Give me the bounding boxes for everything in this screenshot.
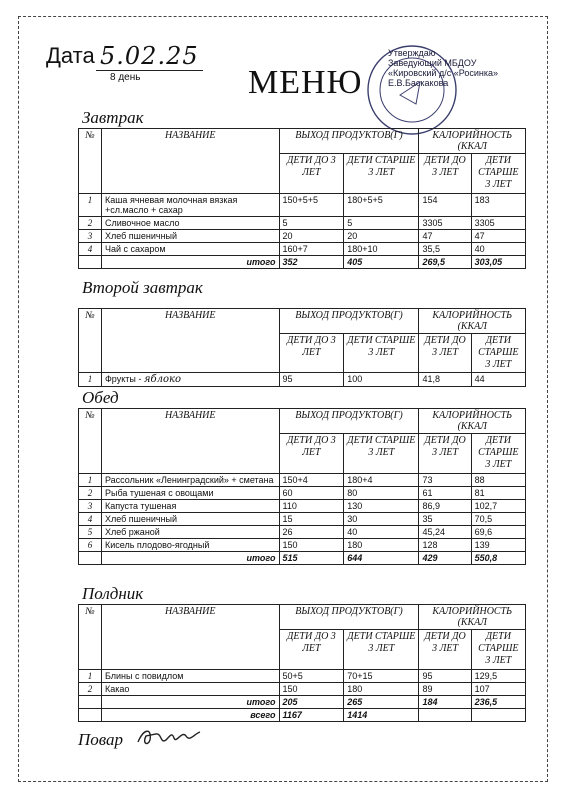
cal-under3: 41,8 — [419, 373, 471, 387]
row-num: 1 — [79, 373, 102, 387]
row-num: 2 — [79, 217, 102, 230]
output-over3: 180+4 — [344, 474, 419, 487]
day-label: 8 день — [110, 72, 141, 83]
cal-over3: 69,6 — [471, 526, 525, 539]
cal-under3: 45,24 — [419, 526, 471, 539]
col-under3: ДЕТИ ДО 3 ЛЕТ — [279, 154, 344, 194]
table-row — [79, 500, 526, 513]
table-row — [79, 487, 526, 500]
total-output-under3: 515 — [279, 552, 344, 565]
output-under3: 150 — [279, 539, 344, 552]
cal-under3: 128 — [419, 539, 471, 552]
col-output: ВЫХОД ПРОДУКТОВ(Г) — [279, 309, 419, 334]
col-under3: ДЕТИ ДО 3 ЛЕТ — [279, 630, 344, 670]
output-over3: 180+10 — [344, 243, 419, 256]
output-under3: 160+7 — [279, 243, 344, 256]
row-num: 3 — [79, 500, 102, 513]
cal-over3: 102,7 — [471, 500, 525, 513]
dish-name: Капуста тушеная — [101, 500, 279, 513]
total-output-over3: 265 — [344, 696, 419, 709]
row-num: 1 — [79, 670, 102, 683]
total-cal-over3: 303,05 — [471, 256, 525, 269]
table-row — [79, 670, 526, 683]
col-over3: ДЕТИ СТАРШЕ 3 ЛЕТ — [471, 334, 525, 373]
chef-label: Повар — [78, 730, 124, 749]
col-calories: КАЛОРИЙНОСТЬ (ККАЛ — [419, 129, 526, 154]
output-over3: 180 — [344, 683, 419, 696]
output-over3: 100 — [344, 373, 419, 387]
total-output-over3: 405 — [344, 256, 419, 269]
table-row — [79, 474, 526, 487]
section-title-lunch: Обед — [82, 388, 119, 407]
snack-table — [78, 604, 526, 722]
col-output: ВЫХОД ПРОДУКТОВ(Г) — [279, 605, 419, 630]
col-over3: ДЕТИ СТАРШЕ 3 ЛЕТ — [344, 154, 419, 194]
approval-block — [388, 48, 538, 88]
col-under3: ДЕТИ ДО 3 ЛЕТ — [419, 154, 471, 194]
dish-name: Хлеб ржаной — [101, 526, 279, 539]
cal-under3: 86,9 — [419, 500, 471, 513]
col-num: № — [79, 605, 102, 670]
dish-name — [101, 373, 279, 387]
cal-over3: 40 — [471, 243, 525, 256]
col-over3: ДЕТИ СТАРШЕ 3 ЛЕТ — [344, 630, 419, 670]
col-over3: ДЕТИ СТАРШЕ 3 ЛЕТ — [471, 154, 525, 194]
date-label: Дата — [46, 43, 95, 68]
table-row — [79, 230, 526, 243]
approval-line: Заведующий МБДОУ — [388, 58, 477, 68]
output-over3: 30 — [344, 513, 419, 526]
row-num: 5 — [79, 526, 102, 539]
output-under3: 110 — [279, 500, 344, 513]
cal-under3: 89 — [419, 683, 471, 696]
table-row — [79, 539, 526, 552]
col-name: НАЗВАНИЕ — [101, 409, 279, 474]
cal-under3: 73 — [419, 474, 471, 487]
dish-name: Рыба тушеная с овощами — [101, 487, 279, 500]
row-num: 1 — [79, 474, 102, 487]
row-num: 4 — [79, 243, 102, 256]
cal-under3: 154 — [419, 194, 471, 217]
cal-under3: 95 — [419, 670, 471, 683]
output-over3: 5 — [344, 217, 419, 230]
output-over3: 80 — [344, 487, 419, 500]
dish-name: Блины с повидлом — [101, 670, 279, 683]
col-under3: ДЕТИ ДО 3 ЛЕТ — [279, 434, 344, 474]
row-num: 6 — [79, 539, 102, 552]
col-calories: КАЛОРИЙНОСТЬ (ККАЛ — [419, 605, 526, 630]
dish-name: Кисель плодово-ягодный — [101, 539, 279, 552]
output-over3: 20 — [344, 230, 419, 243]
table-row — [79, 683, 526, 696]
row-num: 1 — [79, 194, 102, 217]
col-output: ВЫХОД ПРОДУКТОВ(Г) — [279, 409, 419, 434]
cal-over3: 70,5 — [471, 513, 525, 526]
table-row — [79, 526, 526, 539]
table-row — [79, 373, 526, 387]
col-over3: ДЕТИ СТАРШЕ 3 ЛЕТ — [471, 630, 525, 670]
col-over3: ДЕТИ СТАРШЕ 3 ЛЕТ — [344, 334, 419, 373]
total-cal-under3: 429 — [419, 552, 471, 565]
total-row — [79, 696, 526, 709]
section-title-breakfast: Завтрак — [82, 108, 144, 127]
row-num: 2 — [79, 683, 102, 696]
col-calories: КАЛОРИЙНОСТЬ (ККАЛ — [419, 409, 526, 434]
cal-over3: 139 — [471, 539, 525, 552]
output-under3: 150 — [279, 683, 344, 696]
col-num: № — [79, 129, 102, 194]
dish-name: Чай с сахаром — [101, 243, 279, 256]
total-label: итого — [101, 696, 279, 709]
second-breakfast-table — [78, 308, 526, 387]
cal-over3: 47 — [471, 230, 525, 243]
output-under3: 60 — [279, 487, 344, 500]
output-over3: 40 — [344, 526, 419, 539]
lunch-table — [78, 408, 526, 565]
table-row — [79, 243, 526, 256]
output-under3: 150+4 — [279, 474, 344, 487]
output-under3: 15 — [279, 513, 344, 526]
output-under3: 50+5 — [279, 670, 344, 683]
handwritten-fruit: яблоко — [143, 374, 181, 385]
dish-name: Каша ячневая молочная вязкая +сл.масло + сахар — [101, 194, 279, 217]
cal-under3: 61 — [419, 487, 471, 500]
row-num: 2 — [79, 487, 102, 500]
grand-total-label: всего — [101, 709, 279, 722]
cal-over3: 88 — [471, 474, 525, 487]
section-title-second-breakfast: Второй завтрак — [82, 278, 203, 297]
col-output: ВЫХОД ПРОДУКТОВ(Г) — [279, 129, 419, 154]
col-over3: ДЕТИ СТАРШЕ 3 ЛЕТ — [471, 434, 525, 474]
col-under3: ДЕТИ ДО 3 ЛЕТ — [279, 334, 344, 373]
row-num: 3 — [79, 230, 102, 243]
table-row — [79, 194, 526, 217]
cal-under3: 35 — [419, 513, 471, 526]
dish-name: Рассольник «Ленинградский» + сметана — [101, 474, 279, 487]
menu-title: МЕНЮ — [248, 64, 363, 101]
grand-total-row — [79, 709, 526, 722]
chef-signature — [134, 724, 204, 750]
total-cal-over3: 550,8 — [471, 552, 525, 565]
cal-over3: 107 — [471, 683, 525, 696]
col-name: НАЗВАНИЕ — [101, 309, 279, 373]
grand-total-over3: 1414 — [344, 709, 419, 722]
total-cal-over3: 236,5 — [471, 696, 525, 709]
output-under3: 26 — [279, 526, 344, 539]
total-label: итого — [101, 256, 279, 269]
output-under3: 20 — [279, 230, 344, 243]
dish-name-text: Фрукты - — [104, 374, 142, 384]
total-output-under3: 205 — [279, 696, 344, 709]
output-over3: 130 — [344, 500, 419, 513]
cal-over3: 129,5 — [471, 670, 525, 683]
approval-line: Е.В.Баскакова — [388, 78, 449, 88]
cal-under3: 47 — [419, 230, 471, 243]
date-value: 5.02.25 — [96, 42, 203, 71]
grand-total-under3: 1167 — [279, 709, 344, 722]
col-name: НАЗВАНИЕ — [101, 129, 279, 194]
cal-over3: 44 — [471, 373, 525, 387]
cal-over3: 3305 — [471, 217, 525, 230]
col-num: № — [79, 409, 102, 474]
dish-name: Какао — [101, 683, 279, 696]
approval-line: Утверждаю — [388, 48, 436, 58]
row-num: 4 — [79, 513, 102, 526]
col-under3: ДЕТИ ДО 3 ЛЕТ — [419, 630, 471, 670]
table-row — [79, 513, 526, 526]
output-over3: 180 — [344, 539, 419, 552]
output-over3: 70+15 — [344, 670, 419, 683]
dish-name: Хлеб пшеничный — [101, 230, 279, 243]
col-name: НАЗВАНИЕ — [101, 605, 279, 670]
output-over3: 180+5+5 — [344, 194, 419, 217]
col-under3: ДЕТИ ДО 3 ЛЕТ — [419, 334, 471, 373]
cal-over3: 183 — [471, 194, 525, 217]
total-row — [79, 256, 526, 269]
breakfast-table — [78, 128, 526, 269]
col-over3: ДЕТИ СТАРШЕ 3 ЛЕТ — [344, 434, 419, 474]
output-under3: 95 — [279, 373, 344, 387]
col-num: № — [79, 309, 102, 373]
total-output-under3: 352 — [279, 256, 344, 269]
total-cal-under3: 184 — [419, 696, 471, 709]
total-cal-under3: 269,5 — [419, 256, 471, 269]
total-row — [79, 552, 526, 565]
col-under3: ДЕТИ ДО 3 ЛЕТ — [419, 434, 471, 474]
dish-name: Сливочное масло — [101, 217, 279, 230]
total-output-over3: 644 — [344, 552, 419, 565]
col-calories: КАЛОРИЙНОСТЬ (ККАЛ — [419, 309, 526, 334]
table-row — [79, 217, 526, 230]
cal-under3: 35,5 — [419, 243, 471, 256]
section-title-snack: Полдник — [82, 584, 144, 603]
dish-name: Хлеб пшеничный — [101, 513, 279, 526]
output-under3: 150+5+5 — [279, 194, 344, 217]
total-label: итого — [101, 552, 279, 565]
cal-over3: 81 — [471, 487, 525, 500]
cal-under3: 3305 — [419, 217, 471, 230]
output-under3: 5 — [279, 217, 344, 230]
approval-line: «Кировский д/с «Росинка» — [388, 68, 498, 78]
